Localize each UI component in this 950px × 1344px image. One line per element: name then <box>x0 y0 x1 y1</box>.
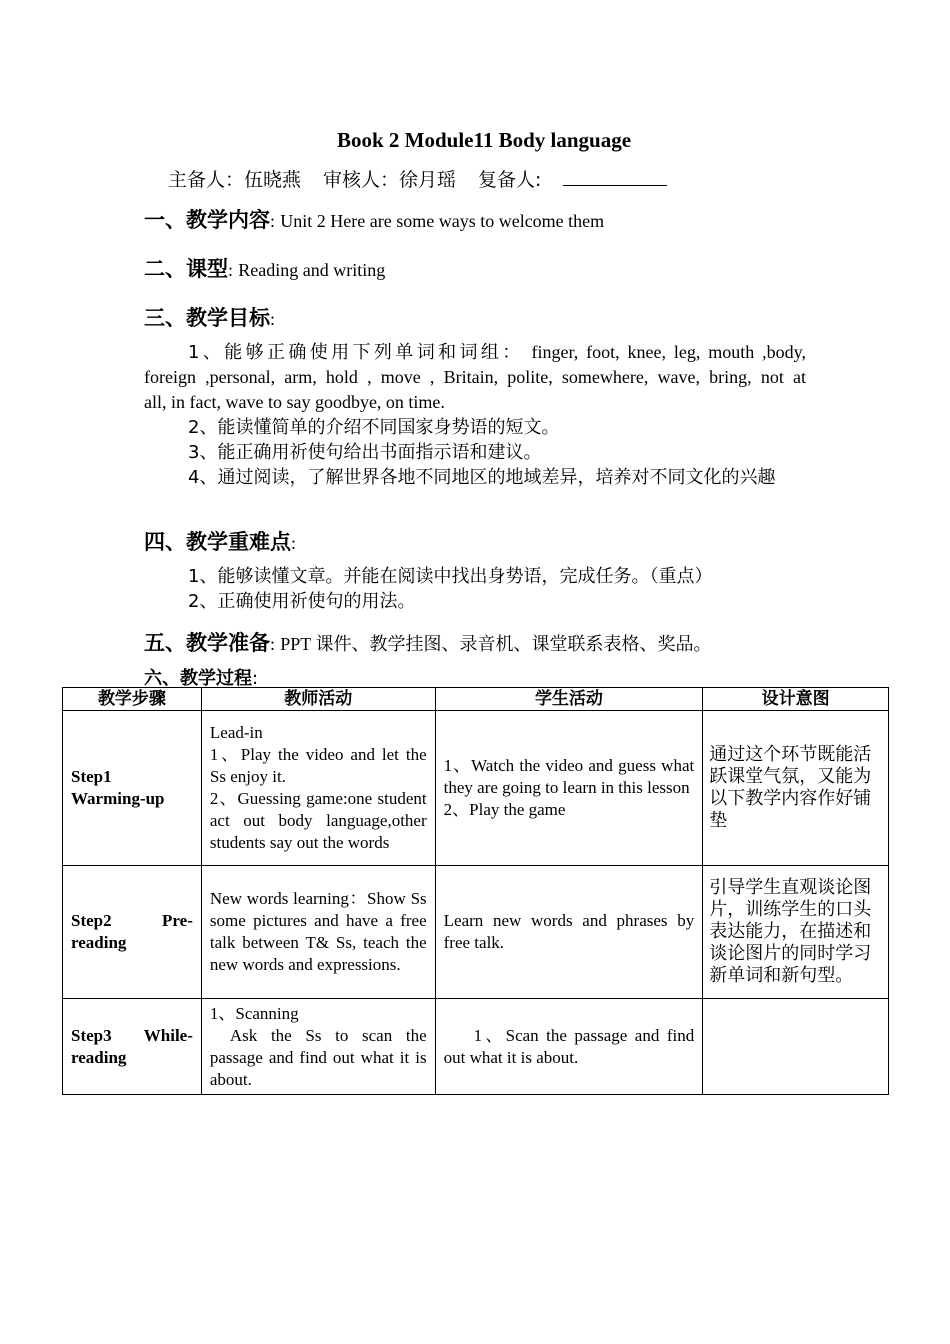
section-process-label: 六、教学过程 <box>144 668 252 689</box>
objective-2: 2、能读懂简单的介绍不同国家身势语的短文。 <box>188 417 560 438</box>
intent-cell: 引导学生直观谈论图片，训练学生的口头表达能力，在描述和谈论图片的同时学习新单词和新句型。 <box>703 866 889 999</box>
intent-cell: 通过这个环节既能活跃课堂气氛，又能为以下教学内容作好铺垫 <box>703 711 889 866</box>
teacher-cell: Lead-in 1、Play the video and let the Ss enjoy it. 2、Guessing game:one student act out body language,other students say out the words <box>201 711 435 866</box>
document-title: Book 2 Module11 Body language <box>336 128 632 152</box>
section-process: 六、教学过程: <box>144 668 259 689</box>
section-type: 二、课型: Reading and writing <box>144 257 386 281</box>
teacher-cell: New words learning：Show Ss some pictures and have a free talk between T& Ss, teach the new words and expressions. <box>201 866 435 999</box>
table-header-row <box>63 688 889 711</box>
process-table <box>62 687 889 1095</box>
header-step: 教学步骤 <box>63 688 202 711</box>
reviewer: 审核人：徐月瑶 <box>323 169 457 191</box>
co-preparer <box>478 169 689 191</box>
table-row <box>63 711 889 866</box>
table-row <box>63 866 889 999</box>
objective-1: 1、能够正确使用下列单词和词组： finger, foot, knee, leg, mouth ,body, foreign ,personal, arm, hold , move , Britain, polite, somewhere, wave, bring, not at all, in fact, wave to say goodbye, on time. <box>144 342 806 412</box>
step-cell: Step3 While- reading <box>63 999 202 1095</box>
student-cell: 1、Watch the video and guess what they are going to learn in this lesson 2、Play the game <box>435 711 703 866</box>
objective-3: 3、能正确用祈使句给出书面指示语和建议。 <box>188 442 542 463</box>
authors-line <box>168 165 689 192</box>
intent-cell <box>703 999 889 1095</box>
student-cell: 1、Scan the passage and find out what it is about. <box>435 999 703 1095</box>
section-preparation: 五、教学准备: PPT 课件、教学挂图、录音机、课堂联系表格、奖品。 <box>144 631 712 655</box>
student-cell: Learn new words and phrases by free talk. <box>435 866 703 999</box>
difficulty-2: 2、正确使用祈使句的用法。 <box>188 591 416 612</box>
section-objectives-label: 三、教学目标 <box>144 306 270 330</box>
header-intent: 设计意图 <box>703 688 889 711</box>
section-preparation-value: PPT 课件、教学挂图、录音机、课堂联系表格、奖品。 <box>280 634 712 654</box>
header-student: 学生活动 <box>435 688 703 711</box>
section-content: 一、教学内容: Unit 2 Here are some ways to welcome them <box>144 208 605 232</box>
section-type-label: 二、课型 <box>144 257 228 281</box>
section-difficulty: 四、教学重难点: <box>144 530 297 554</box>
co-preparer-blank <box>563 167 667 186</box>
co-preparer-label: 复备人: <box>478 169 542 191</box>
section-content-label: 一、教学内容 <box>144 208 270 232</box>
header-teacher: 教师活动 <box>201 688 435 711</box>
section-preparation-label: 五、教学准备 <box>144 631 270 655</box>
section-type-value: Reading and writing <box>238 260 386 280</box>
difficulty-1: 1、能够读懂文章。并能在阅读中找出身势语，完成任务。（重点） <box>188 566 713 587</box>
step-cell: Step2 Pre- reading <box>63 866 202 999</box>
teacher-cell: 1、Scanning Ask the Ss to scan the passage and find out what it is about. <box>201 999 435 1095</box>
objective-4: 4、通过阅读，了解世界各地不同地区的地域差异，培养对不同文化的兴趣 <box>188 467 776 488</box>
section-objectives: 三、教学目标: <box>144 306 276 330</box>
preparer: 主备人：伍晓燕 <box>168 169 302 191</box>
step-cell: Step1 Warming-up <box>63 711 202 866</box>
section-difficulty-label: 四、教学重难点 <box>144 530 291 554</box>
table-row <box>63 999 889 1095</box>
section-content-value: Unit 2 Here are some ways to welcome them <box>280 211 605 231</box>
